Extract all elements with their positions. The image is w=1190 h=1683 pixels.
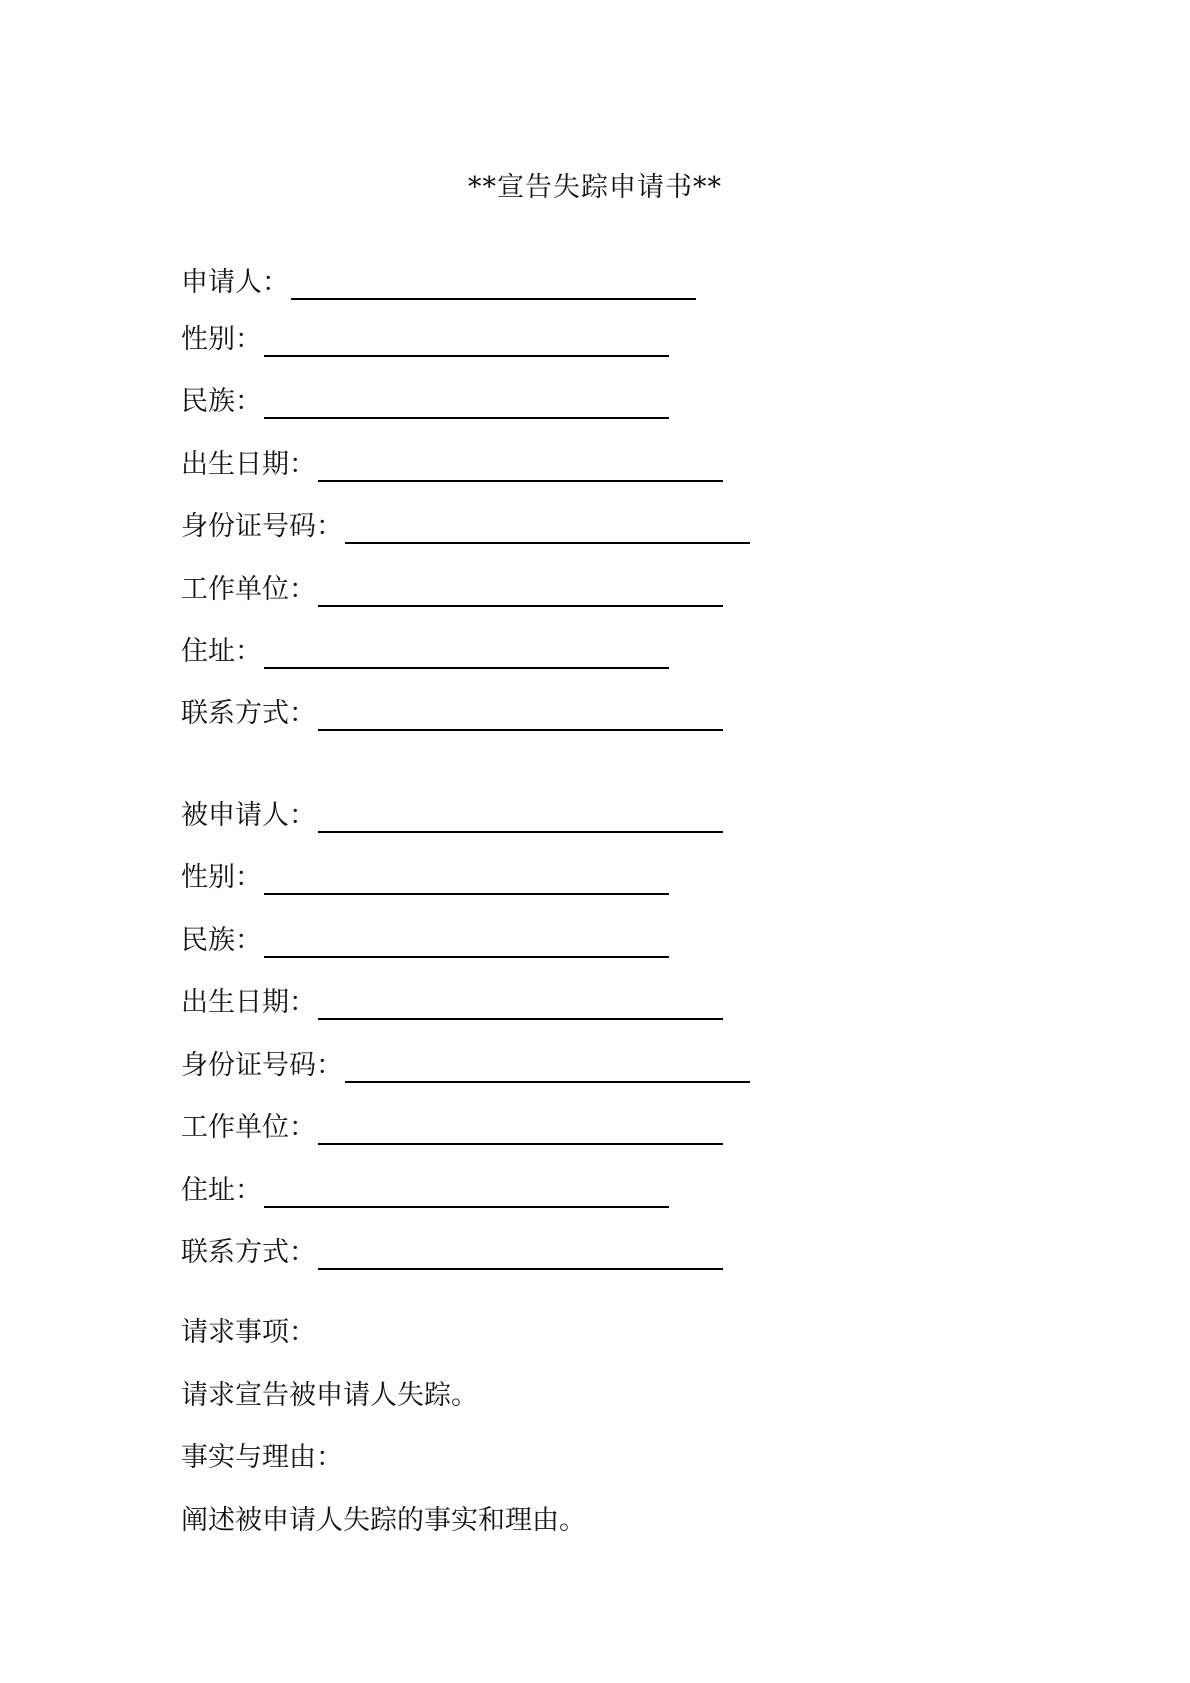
respondent-name-label: 被申请人： bbox=[181, 800, 316, 831]
respondent-address-field bbox=[181, 1171, 669, 1211]
applicant-ethnicity-label: 民族： bbox=[181, 386, 262, 417]
respondent-ethnicity-label: 民族： bbox=[181, 925, 262, 956]
respondent-ethnicity-field bbox=[181, 921, 669, 961]
document-title: **宣告失踪申请书** bbox=[468, 172, 722, 203]
respondent-birthdate-field bbox=[181, 983, 723, 1023]
applicant-contact-field bbox=[181, 694, 723, 734]
applicant-ethnicity-field bbox=[181, 382, 669, 422]
respondent-contact-blank[interactable] bbox=[318, 1268, 723, 1270]
respondent-employer-label: 工作单位： bbox=[181, 1112, 316, 1143]
claims-heading: 请求事项： bbox=[181, 1317, 316, 1348]
applicant-contact-label: 联系方式： bbox=[181, 698, 316, 729]
respondent-id-number-blank[interactable] bbox=[345, 1081, 750, 1083]
applicant-id-number-blank[interactable] bbox=[345, 542, 750, 544]
respondent-employer-field bbox=[181, 1108, 723, 1148]
respondent-id-number-label: 身份证号码： bbox=[181, 1050, 343, 1081]
applicant-gender-blank[interactable] bbox=[264, 355, 669, 357]
applicant-name-blank[interactable] bbox=[291, 298, 696, 300]
respondent-name-blank[interactable] bbox=[318, 831, 723, 833]
respondent-name-field bbox=[181, 796, 723, 836]
applicant-address-field bbox=[181, 632, 669, 672]
applicant-address-blank[interactable] bbox=[264, 667, 669, 669]
respondent-birthdate-blank[interactable] bbox=[318, 1018, 723, 1020]
facts-text: 阐述被申请人失踪的事实和理由。 bbox=[181, 1505, 586, 1536]
applicant-employer-label: 工作单位： bbox=[181, 574, 316, 605]
applicant-employer-blank[interactable] bbox=[318, 605, 723, 607]
respondent-contact-field bbox=[181, 1233, 723, 1273]
applicant-birthdate-label: 出生日期： bbox=[181, 449, 316, 480]
applicant-birthdate-field bbox=[181, 445, 723, 485]
applicant-employer-field bbox=[181, 570, 723, 610]
applicant-name-label: 申请人： bbox=[181, 267, 289, 298]
applicant-contact-blank[interactable] bbox=[318, 729, 723, 731]
applicant-id-number-label: 身份证号码： bbox=[181, 511, 343, 542]
applicant-id-number-field bbox=[181, 507, 750, 547]
claims-text: 请求宣告被申请人失踪。 bbox=[181, 1380, 478, 1411]
facts-heading: 事实与理由： bbox=[181, 1442, 343, 1473]
respondent-address-label: 住址： bbox=[181, 1175, 262, 1206]
applicant-gender-field bbox=[181, 320, 669, 360]
applicant-gender-label: 性别： bbox=[181, 324, 262, 355]
respondent-birthdate-label: 出生日期： bbox=[181, 987, 316, 1018]
applicant-address-label: 住址： bbox=[181, 636, 262, 667]
respondent-gender-field bbox=[181, 858, 669, 898]
respondent-id-number-field bbox=[181, 1046, 750, 1086]
respondent-employer-blank[interactable] bbox=[318, 1143, 723, 1145]
respondent-address-blank[interactable] bbox=[264, 1206, 669, 1208]
applicant-birthdate-blank[interactable] bbox=[318, 480, 723, 482]
respondent-gender-blank[interactable] bbox=[264, 893, 669, 895]
applicant-ethnicity-blank[interactable] bbox=[264, 417, 669, 419]
respondent-ethnicity-blank[interactable] bbox=[264, 956, 669, 958]
respondent-gender-label: 性别： bbox=[181, 862, 262, 893]
respondent-contact-label: 联系方式： bbox=[181, 1237, 316, 1268]
applicant-name-field bbox=[181, 263, 696, 303]
